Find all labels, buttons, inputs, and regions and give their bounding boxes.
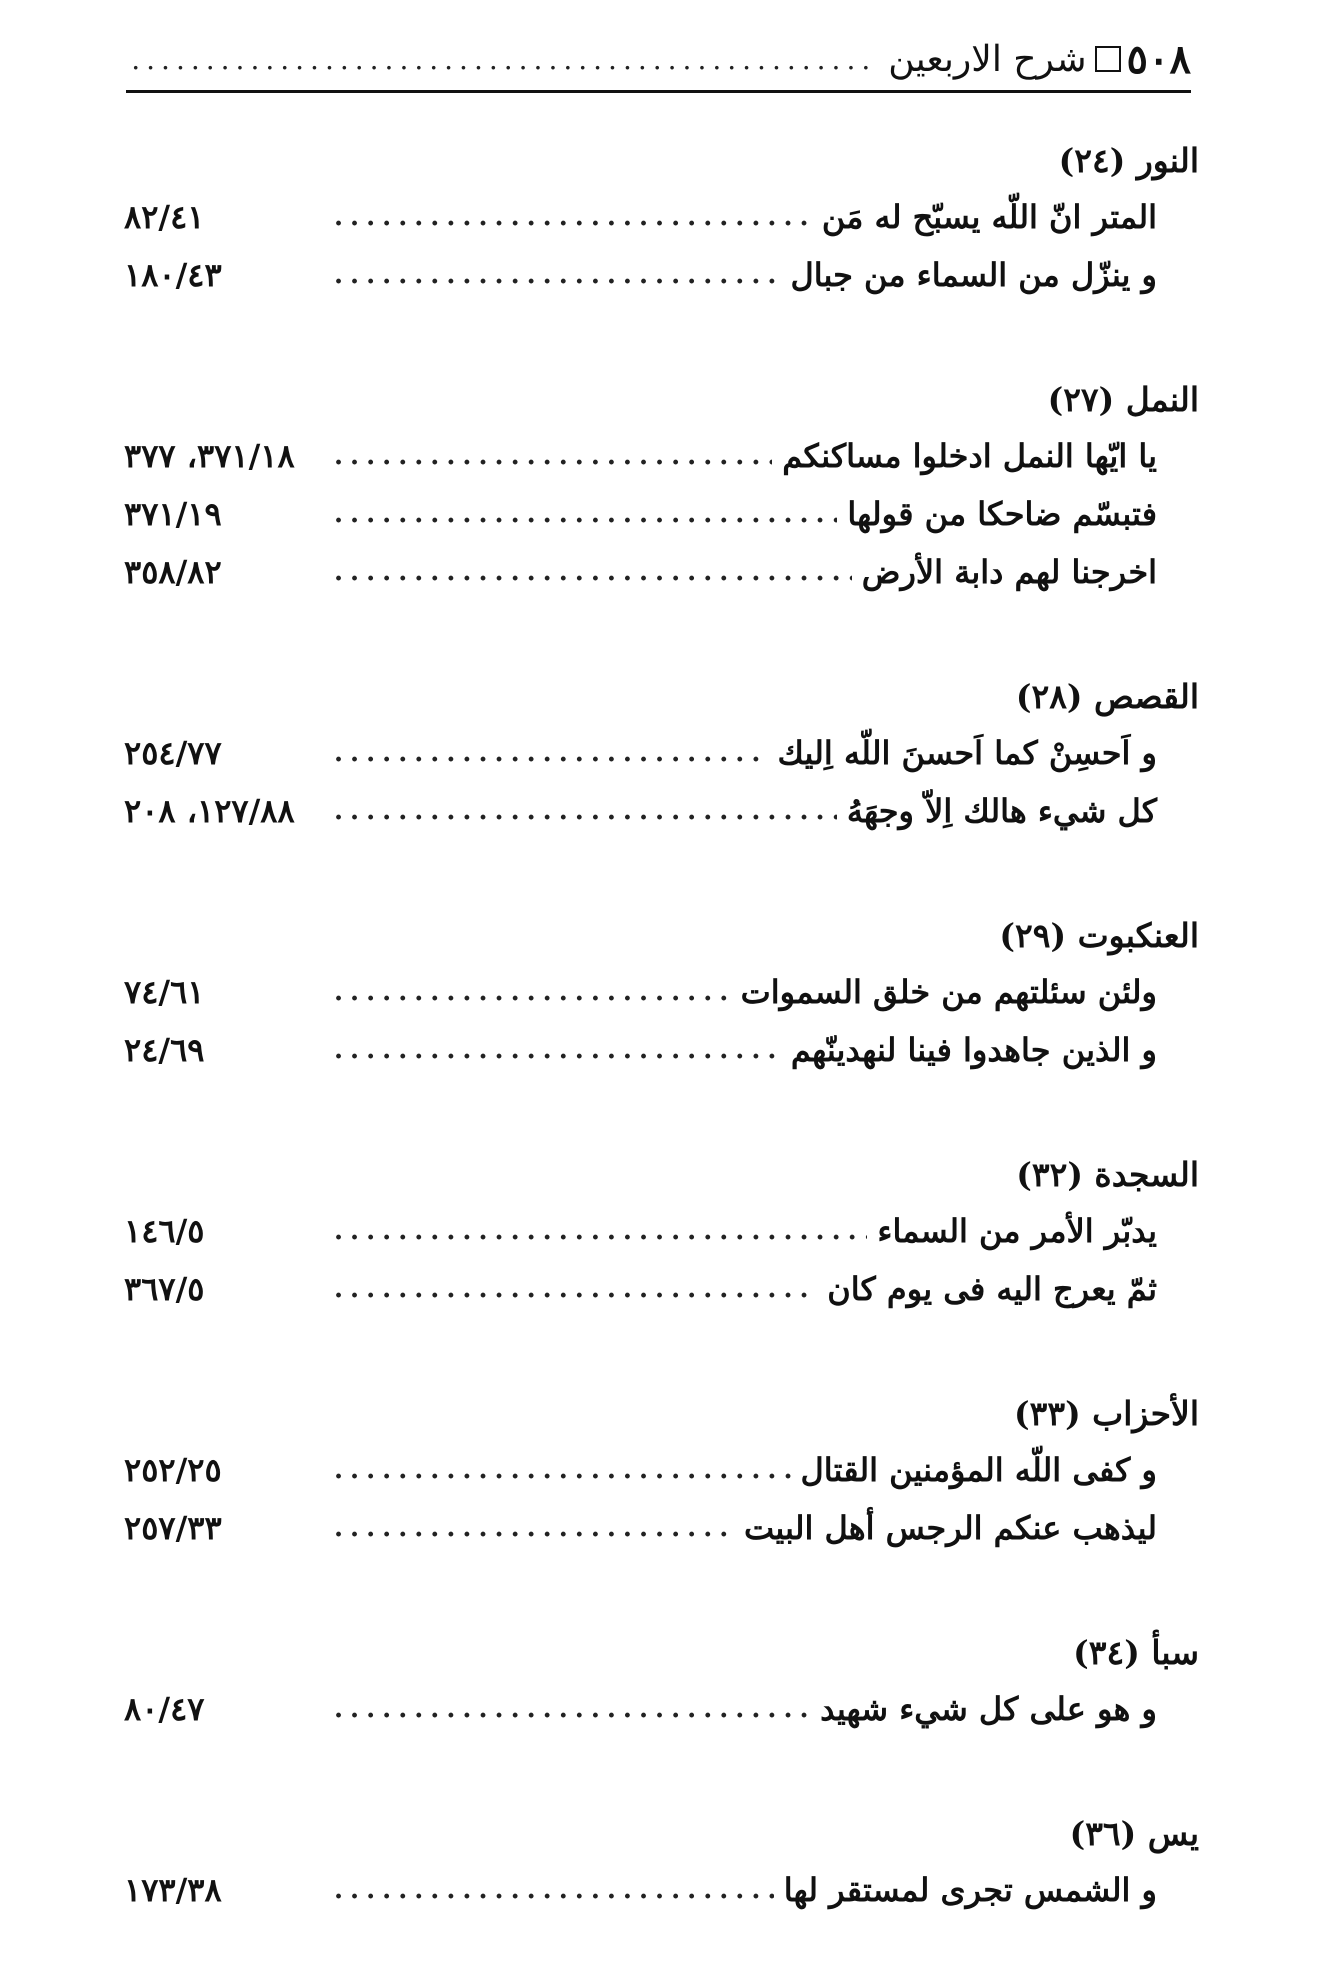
- dot-leader: [334, 202, 812, 232]
- verse-text: يدبّر الأمر من السماء: [877, 1212, 1157, 1250]
- page-reference: ١٢٧/٨٨، ٢٠٨: [124, 792, 295, 830]
- index-entry: [124, 1260, 1199, 1318]
- index-entry: [124, 543, 1199, 601]
- index-entry: [124, 1499, 1199, 1557]
- index-entry: [124, 1441, 1199, 1499]
- index-entry: [124, 246, 1199, 304]
- verse-text: المتر انّ اللّه يسبّح له مَن: [821, 198, 1157, 236]
- page-reference: ٢٤/٦٩: [124, 1031, 205, 1069]
- verse-text: ثمّ يعرج اليه فى يوم كان: [827, 1270, 1157, 1308]
- verse-text: ليذهب عنكم الرجس أهل البيت: [743, 1509, 1157, 1547]
- surah-title: يس (٣٦): [1069, 1814, 1199, 1853]
- surah-title: القصص (٢٨): [1015, 677, 1199, 716]
- dot-leader: [334, 1035, 781, 1065]
- surah-section: [124, 1147, 1199, 1318]
- dot-leader: [334, 1513, 734, 1543]
- index-entry: [124, 724, 1199, 782]
- surah-section: [124, 908, 1199, 1079]
- verse-text: و الشمس تجرى لمستقر لها: [783, 1871, 1157, 1909]
- verse-text: و الذين جاهدوا فينا لنهدينّهم: [790, 1031, 1157, 1069]
- surah-section: [124, 1386, 1199, 1557]
- surah-title: سبأ (٣٤): [1073, 1633, 1199, 1672]
- square-ornament-icon: [1095, 46, 1121, 72]
- index-entry: [124, 1861, 1199, 1919]
- page-reference: ٢٥٤/٧٧: [124, 734, 222, 772]
- dot-leader: [334, 738, 768, 768]
- verse-text: كل شيء هالك اِلاّ وجهَهُ: [846, 792, 1157, 830]
- page-reference: ٣٧١/١٨، ٣٧٧: [124, 437, 295, 475]
- dot-leader: [334, 260, 780, 290]
- index-entry: [124, 963, 1199, 1021]
- verse-text: ولئن سئلتهم من خلق السموات: [740, 973, 1157, 1011]
- dot-leader: [334, 441, 772, 471]
- surah-section: [124, 1806, 1199, 1919]
- dot-leader: [334, 1694, 810, 1724]
- verse-text: يا ايّها النمل ادخلوا مساكنكم: [782, 437, 1157, 475]
- dot-leader: [334, 1216, 867, 1246]
- dot-leader: [334, 1455, 791, 1485]
- surah-section: [124, 1625, 1199, 1738]
- page-reference: ٢٥٢/٢٥: [124, 1451, 222, 1489]
- index-entry: [124, 782, 1199, 840]
- surah-section: [124, 133, 1199, 304]
- running-header: [126, 28, 1191, 93]
- page-reference: ٧٤/٦١: [124, 973, 205, 1011]
- dot-leader: [334, 977, 731, 1007]
- index-entry: [124, 1202, 1199, 1260]
- verse-text: اخرجنا لهم دابة الأرض: [861, 553, 1157, 591]
- page-reference: ١٨٠/٤٣: [124, 256, 222, 294]
- surah-title: النمل (٢٧): [1047, 380, 1199, 419]
- page-reference: ٣٥٨/٨٢: [124, 553, 222, 591]
- surah-title: العنكبوت (٢٩): [999, 916, 1199, 955]
- surah-title: الأحزاب (٣٣): [1013, 1394, 1199, 1433]
- verse-text: و كفى اللّه المؤمنين القتال: [800, 1451, 1157, 1489]
- index-entry: [124, 427, 1199, 485]
- running-title: شرح الاربعين: [888, 38, 1087, 80]
- page-reference: ٢٥٧/٣٣: [124, 1509, 222, 1547]
- surah-section: [124, 669, 1199, 840]
- page-reference: ٣٧١/١٩: [124, 495, 222, 533]
- index-entry: [124, 1021, 1199, 1079]
- surah-title: السجدة (٣٢): [1016, 1155, 1199, 1194]
- dot-leader: [334, 796, 837, 826]
- page-reference: ٣٦٧/٥: [124, 1270, 205, 1308]
- index-entry: [124, 485, 1199, 543]
- header-dot-leader: [126, 43, 876, 76]
- page-number: ٥٠٨: [1126, 35, 1191, 83]
- verse-index: [124, 133, 1199, 1987]
- page-reference: ٨٠/٤٧: [124, 1690, 205, 1728]
- index-entry: [124, 188, 1199, 246]
- verse-text: و ينزّل من السماء من جبال: [790, 256, 1157, 294]
- dot-leader: [334, 499, 837, 529]
- page-reference: ١٧٣/٣٨: [124, 1871, 222, 1909]
- page-reference: ٨٢/٤١: [124, 198, 205, 236]
- surah-section: [124, 372, 1199, 601]
- dot-leader: [334, 557, 852, 587]
- verse-text: فتبسّم ضاحكا من قولها: [847, 495, 1157, 533]
- dot-leader: [334, 1274, 817, 1304]
- verse-text: و هو على كل شيء شهيد: [820, 1690, 1157, 1728]
- dot-leader: [334, 1875, 774, 1905]
- index-entry: [124, 1680, 1199, 1738]
- surah-title: النور (٢٤): [1058, 141, 1199, 180]
- verse-text: و اَحسِنْ كما اَحسنَ اللّه اِليك: [777, 734, 1157, 772]
- page-reference: ١٤٦/٥: [124, 1212, 205, 1250]
